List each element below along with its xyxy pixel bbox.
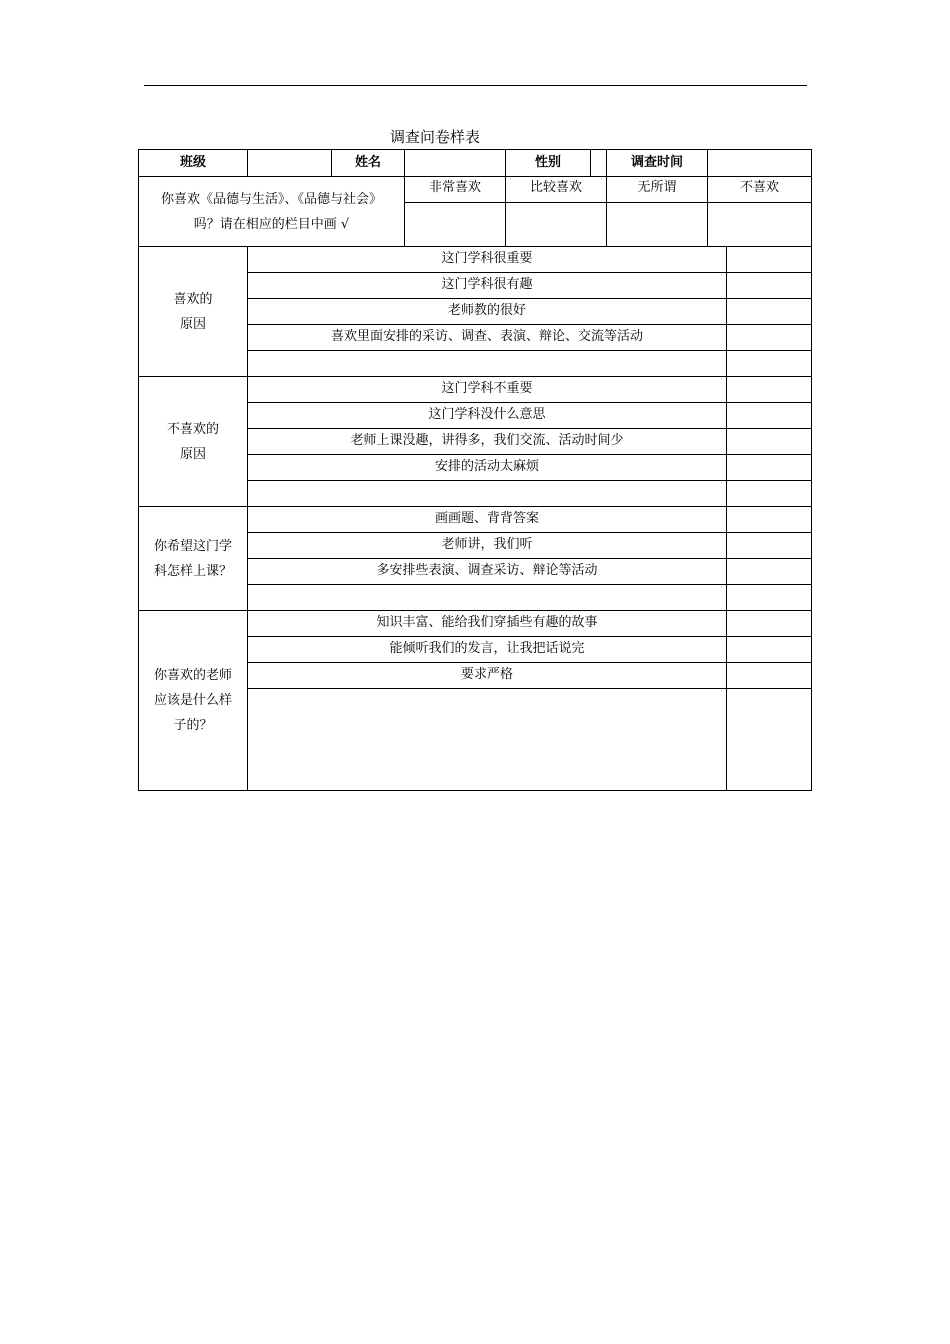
reason-check[interactable] [727, 299, 812, 325]
question-line-1: 你喜欢《品德与生活》、《品德与社会》 [160, 191, 382, 207]
header-rule [144, 85, 807, 86]
check-indifferent[interactable] [607, 203, 708, 247]
reason-item: 这门学科没什么意思 [248, 403, 727, 429]
reason-check[interactable] [727, 507, 812, 533]
reason-check[interactable] [727, 455, 812, 481]
reason-check[interactable] [727, 247, 812, 273]
reason-item: 多安排些表演、调查采访、辩论等活动 [248, 559, 727, 585]
check-dislike[interactable] [708, 203, 812, 247]
section-lesson-label: 你希望这门学 科怎样上课？ [139, 507, 248, 611]
reason-item: 这门学科很有趣 [248, 273, 727, 299]
class-label: 班级 [139, 150, 248, 177]
reason-item-blank[interactable] [248, 481, 727, 507]
name-label: 姓名 [332, 150, 405, 177]
reason-item: 老师讲，我们听 [248, 533, 727, 559]
reason-check[interactable] [727, 351, 812, 377]
question-line-2: 吗？请在相应的栏目中画 √ [193, 216, 350, 232]
question-text [139, 177, 405, 247]
reason-check[interactable] [727, 325, 812, 351]
reason-check[interactable] [727, 585, 812, 611]
reason-item-blank[interactable] [248, 351, 727, 377]
reason-item-blank[interactable] [248, 689, 727, 791]
date-field[interactable] [708, 150, 812, 177]
reason-item: 画画题、背背答案 [248, 507, 727, 533]
section-dislike-label: 不喜欢的 原因 [139, 377, 248, 507]
reason-item: 这门学科不重要 [248, 377, 727, 403]
reason-check[interactable] [727, 429, 812, 455]
gender-cell [506, 150, 607, 177]
reason-item: 能倾听我们的发言，让我把话说完 [248, 637, 727, 663]
check-quite-like[interactable] [506, 203, 607, 247]
reason-item: 老师上课没趣，讲得多，我们交流、活动时间少 [248, 429, 727, 455]
reason-check[interactable] [727, 611, 812, 637]
class-field[interactable] [248, 150, 332, 177]
option-indifferent: 无所谓 [607, 177, 708, 203]
reason-check[interactable] [727, 689, 812, 791]
reason-item: 要求严格 [248, 663, 727, 689]
reason-check[interactable] [727, 533, 812, 559]
reason-check[interactable] [727, 637, 812, 663]
option-dislike: 不喜欢 [708, 177, 812, 203]
reason-check[interactable] [727, 663, 812, 689]
reason-check[interactable] [727, 559, 812, 585]
gender-field[interactable] [591, 150, 606, 176]
option-quite-like: 比较喜欢 [506, 177, 607, 203]
gender-label: 性别 [506, 150, 591, 176]
reason-check[interactable] [727, 377, 812, 403]
reason-check[interactable] [727, 481, 812, 507]
reason-check[interactable] [727, 273, 812, 299]
option-very-like: 非常喜欢 [405, 177, 506, 203]
reason-item: 安排的活动太麻烦 [248, 455, 727, 481]
section-teacher-label: 你喜欢的老师 应该是什么样 子的？ [139, 611, 248, 791]
reason-check[interactable] [727, 403, 812, 429]
page-title: 调查问卷样表 [389, 128, 480, 146]
survey-table [138, 149, 812, 791]
reason-item-blank[interactable] [248, 585, 727, 611]
reason-item: 这门学科很重要 [248, 247, 727, 273]
check-very-like[interactable] [405, 203, 506, 247]
reason-item: 知识丰富、能给我们穿插些有趣的故事 [248, 611, 727, 637]
name-field[interactable] [405, 150, 506, 177]
reason-item: 喜欢里面安排的采访、调查、表演、辩论、交流等活动 [248, 325, 727, 351]
section-like-label: 喜欢的 原因 [139, 247, 248, 377]
reason-item: 老师教的很好 [248, 299, 727, 325]
date-label: 调查时间 [607, 150, 708, 177]
